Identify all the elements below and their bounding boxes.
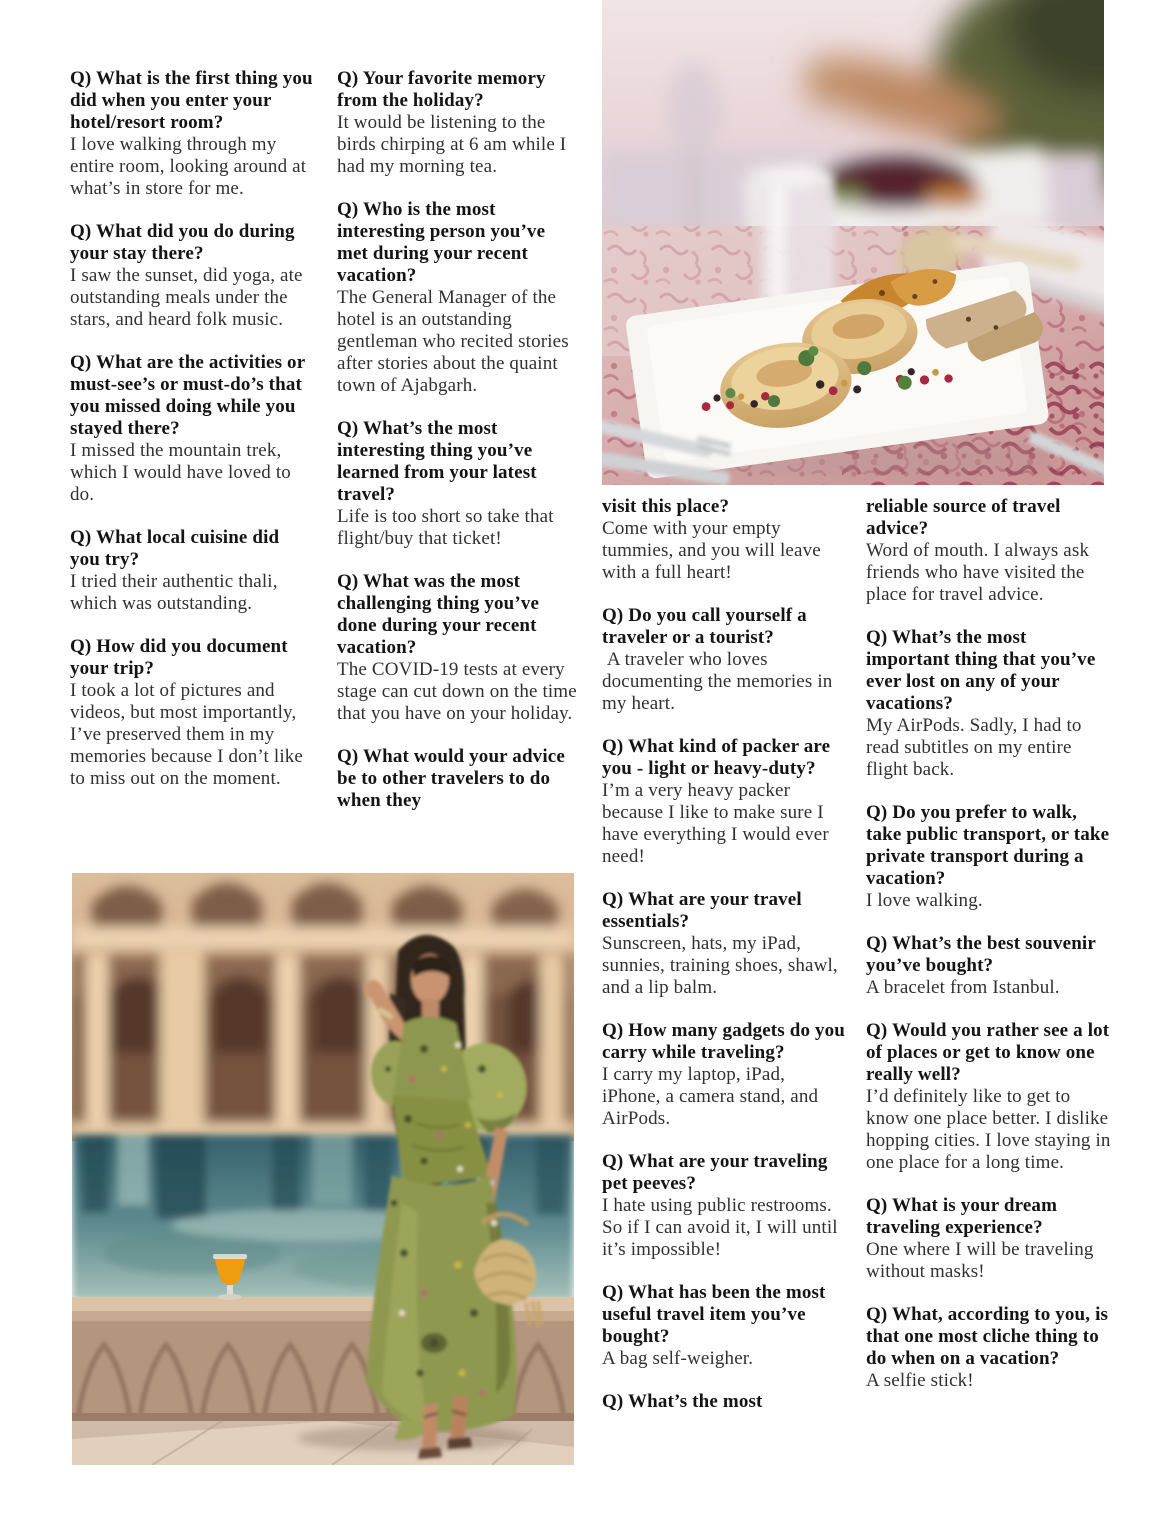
- question: Q) Would you rather see a lot of places or get to know one really well?: [866, 1020, 1110, 1085]
- qa-block: [337, 68, 578, 178]
- qa-block: [70, 352, 314, 506]
- qa-block: [337, 418, 578, 550]
- question: Q) What’s the most interesting thing you’ve learned from your latest travel?: [337, 418, 537, 505]
- qa-block: [602, 605, 847, 715]
- qa-block: [602, 736, 847, 868]
- column-1: [70, 68, 314, 811]
- answer: I tried their authentic thali, which was outstanding.: [70, 571, 278, 614]
- qa-block: [337, 746, 578, 812]
- answer: A selfie stick!: [866, 1370, 974, 1391]
- question: Q) What kind of packer are you - light or heavy-duty?: [602, 736, 831, 779]
- answer: Sunscreen, hats, my iPad, sunnies, training shoes, shawl, and a lip balm.: [602, 933, 838, 998]
- column-2: [337, 68, 578, 833]
- qa-block: [602, 1151, 847, 1261]
- answer: I took a lot of pictures and videos, but most importantly, I’ve preserved them in my memories because I don’t like to miss out on the moment.: [70, 680, 303, 789]
- qa-block: [602, 496, 847, 584]
- question: Q) Do you prefer to walk, take public transport, or take private transport during a vacation?: [866, 802, 1110, 889]
- dining-photo-illustration: [602, 0, 1104, 485]
- answer: I missed the mountain trek, which I would have loved to do.: [70, 440, 291, 505]
- question: Q) What did you do during your stay there?: [70, 221, 295, 264]
- answer: One where I will be traveling without masks!: [866, 1239, 1094, 1282]
- qa-block: [866, 1195, 1113, 1283]
- question: Q) What local cuisine did you try?: [70, 527, 280, 570]
- question: Q) What’s the most important thing that you’ve ever lost on any of your vacations?: [866, 627, 1096, 714]
- qa-block: [70, 221, 314, 331]
- qa-block: [866, 627, 1113, 781]
- question: Q) What is your dream traveling experience?: [866, 1195, 1058, 1238]
- question-continuation: reliable source of travel advice?: [866, 496, 1061, 539]
- column-3: [602, 496, 847, 1434]
- answer: A bag self-weigher.: [602, 1348, 754, 1369]
- qa-block: [337, 571, 578, 725]
- answer: The General Manager of the hotel is an outstanding gentleman who recited stories after stories about the quaint town of Ajabgarh.: [337, 287, 569, 396]
- answer: I’m a very heavy packer because I like to make sure I have everything I would ever need!: [602, 780, 829, 867]
- photo-dining-table: [602, 0, 1104, 485]
- neck: [422, 999, 439, 1017]
- qa-block: [602, 1391, 847, 1413]
- photo-woman-poolside: [72, 873, 574, 1465]
- answer: A bracelet from Istanbul.: [866, 977, 1060, 998]
- question: Q) What’s the best souvenir you’ve bought?: [866, 933, 1096, 976]
- answer: It would be listening to the birds chirping at 6 am while I had my morning tea.: [337, 112, 567, 177]
- question: Q) Who is the most interesting person you’ve met during your recent vacation?: [337, 199, 546, 286]
- qa-block: [866, 933, 1113, 999]
- question: Q) What, according to you, is that one most cliche thing to do when on a vacation?: [866, 1304, 1109, 1369]
- question: Q) What was the most challenging thing you’ve done during your recent vacation?: [337, 571, 540, 658]
- poolside-photo-illustration: [72, 873, 574, 1465]
- answer: I love walking.: [866, 890, 983, 911]
- qa-block: [602, 1282, 847, 1370]
- answer: Word of mouth. I always ask friends who have visited the place for travel advice.: [866, 540, 1090, 605]
- qa-block: [602, 1020, 847, 1130]
- qa-block: [866, 802, 1113, 912]
- question-continued-to-next-column: Q) What’s the most: [602, 1391, 763, 1412]
- answer: I hate using public restrooms. So if I can avoid it, I will until it’s impossible!: [602, 1195, 838, 1260]
- answer: My AirPods. Sadly, I had to read subtitles on my entire flight back.: [866, 715, 1082, 780]
- question: Q) What is the first thing you did when you enter your hotel/resort room?: [70, 68, 313, 133]
- qa-block: [337, 199, 578, 397]
- answer: I’d definitely like to get to know one place better. I dislike hopping cities. I love staying in one place for a long time.: [866, 1086, 1111, 1173]
- qa-block: [602, 889, 847, 999]
- question: Q) What has been the most useful travel item you’ve bought?: [602, 1282, 826, 1347]
- qa-block: [70, 68, 314, 200]
- qa-block: [866, 1304, 1113, 1392]
- wine-glass-bowl: [667, 62, 721, 158]
- answer: Life is too short so take that flight/buy that ticket!: [337, 506, 554, 549]
- qa-block: [866, 496, 1113, 606]
- question: Q) How many gadgets do you carry while traveling?: [602, 1020, 846, 1063]
- question: Q) Your favorite memory from the holiday?: [337, 68, 546, 111]
- qa-block: [866, 1020, 1113, 1174]
- question-continued-to-next-column: Q) What would your advice be to other travelers to do when they: [337, 746, 565, 811]
- question: Q) How did you document your trip?: [70, 636, 288, 679]
- question: Q) What are your travel essentials?: [602, 889, 802, 932]
- answer: I love walking through my entire room, looking around at what’s in store for me.: [70, 134, 307, 199]
- answer: I saw the sunset, did yoga, ate outstanding meals under the stars, and heard folk music.: [70, 265, 303, 330]
- qa-block: [70, 636, 314, 790]
- qa-block: [70, 527, 314, 615]
- answer: Come with your empty tummies, and you will leave with a full heart!: [602, 518, 821, 583]
- question: Q) What are the activities or must-see’s or must-do’s that you missed doing while you stayed there?: [70, 352, 305, 439]
- column-4: [866, 496, 1113, 1413]
- question: Q) Do you call yourself a traveler or a tourist?: [602, 605, 807, 648]
- answer: The COVID-19 tests at every stage can cut down on the time that you have on your holiday.: [337, 659, 577, 724]
- question: Q) What are your traveling pet peeves?: [602, 1151, 828, 1194]
- hand: [364, 980, 382, 998]
- question-continuation: visit this place?: [602, 496, 730, 517]
- answer: I carry my laptop, iPad, iPhone, a camera stand, and AirPods.: [602, 1064, 819, 1129]
- answer: A traveler who loves documenting the memories in my heart.: [602, 649, 833, 714]
